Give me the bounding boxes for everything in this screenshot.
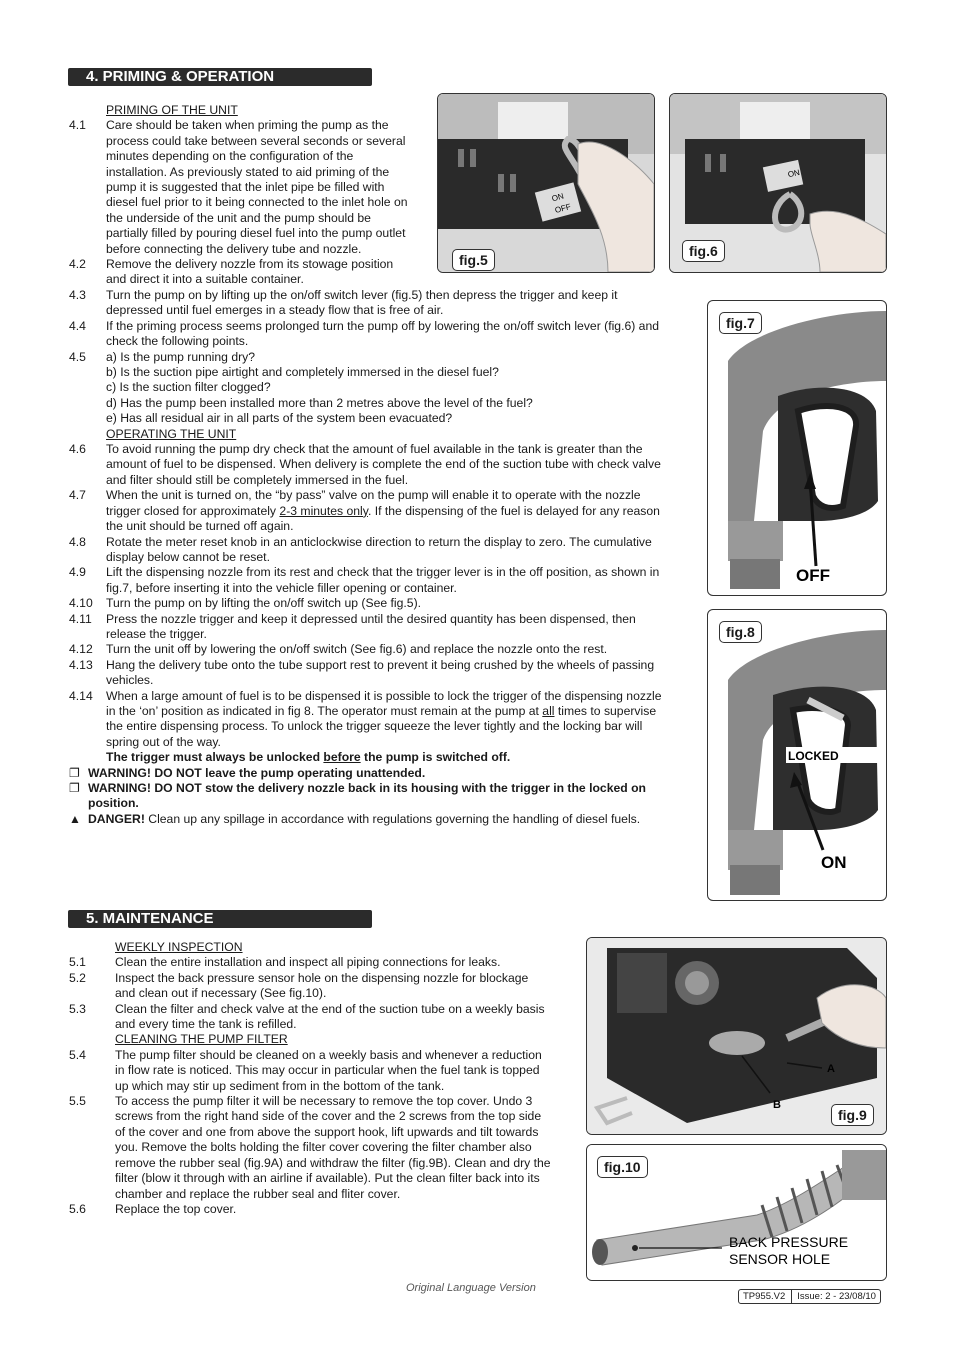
- item-number: 5.5: [69, 1094, 86, 1109]
- fig9-label-a: A: [827, 1063, 835, 1075]
- checkbox-bullet-icon: ❐: [69, 765, 80, 780]
- item-number: 4.2: [69, 257, 86, 272]
- item-4-13: [69, 658, 701, 689]
- item-4-14: 4.14 When a large amount of fuel is to be dispensed it is possible to lock the trigger of the dispensing nozzle in the ‘on’ position as indicated in fig 8. The operator must remain at the pump at all times to supervise the entire dispensing process. To unlock the trigger squeeze the lever tightly and the locking bar will spring out of the way. The trigger must always be unlocked before the pump is switched off.: [69, 688, 662, 765]
- item-number: 4.5: [69, 349, 86, 364]
- fig7-label: fig.7: [719, 312, 762, 334]
- item-number: 4.9: [69, 565, 86, 580]
- item-text: Clean the entire installation and inspect all piping connections for leaks.: [115, 955, 501, 970]
- item-5-2: [69, 971, 579, 1002]
- item-text: Care should be taken when priming the pump as the process could take between several seconds or several minutes depending on the configuration of the installation. As previously stated to aid priming of the pump it is suggested that the inlet pipe be filled with diesel fuel prior to it being connected to the inlet hole on the underside of the unit and the pump should be partially filled by pouring diesel fuel into the pump outlet before connecting the delivery tube and nozzle.: [106, 118, 408, 256]
- warning-unattended: ❐ WARNING! DO NOT leave the pump operating unattended.: [69, 765, 426, 780]
- item-number: 4.8: [69, 534, 86, 549]
- item-text: Rotate the meter reset knob in an anticlockwise direction to return the display to zero. The cumulative display below cannot be reset.: [106, 534, 652, 564]
- sensor-label-line2: SENSOR HOLE: [729, 1251, 831, 1267]
- item-number: 4.3: [69, 288, 86, 302]
- item-number: 5.6: [69, 1201, 86, 1216]
- fig9-label: fig.9: [831, 1104, 874, 1126]
- item-text: The pump filter should be cleaned on a weekly basis and whenever a reduction in flow rate is noticed. This may occur in particular when the fuel tank is topped up which may stir up sediment from in the bottom of the tank.: [115, 1047, 542, 1093]
- fig8-label: fig.8: [719, 621, 762, 643]
- fig9-label-b: B: [773, 1099, 781, 1111]
- footer-code: [738, 1289, 881, 1304]
- fig6-label: fig.6: [682, 240, 725, 262]
- item-5-4: [69, 1048, 579, 1094]
- item-number: 5.3: [69, 1001, 86, 1016]
- item-4-3: [69, 288, 701, 319]
- subheading-filter: CLEANING THE PUMP FILTER: [115, 1032, 288, 1047]
- footer-language: Original Language Version: [406, 1282, 536, 1294]
- item-4-5: [69, 350, 701, 427]
- section-5-heading: 5. MAINTENANCE: [68, 910, 372, 928]
- item-5-6: [69, 1202, 579, 1217]
- footer-model: TP955.V2: [743, 1291, 786, 1302]
- item-text: To access the pump filter it will be necessary to remove the top cover. Undo 3 screws from the right hand side of the cover and the 2 screws from the top side of the cover and one from above the support hook, lift upwards and tilt towards you. Remove the bolts holding the filter cover covering the filter chamber also remove the rubber seal (fig.9A) and withdraw the filter (fig.9B). Clean and dry the filter (blow it through with an airline if available). Put the clean filter back into its chamber and replace the rubber seal and fliter cover.: [115, 1094, 551, 1201]
- item-text: To avoid running the pump dry check that the amount of fuel available in the tank is greater than the amount of fuel to be dispensed. When delivery is complete the end of the suction tube with check valve and filter should still be completely immersed in the fuel.: [106, 442, 661, 487]
- item-text: a) Is the pump running dry? b) Is the suction pipe airtight and completely immersed in the diesel fuel? c) Is the suction filter clogged? d) Has the pump been installed more than 2 metres above the level of the fuel? e) Has all residual air in all parts of the system been evacuated?: [106, 349, 533, 426]
- item-text: Turn the pump on by lifting up the on/off switch lever (fig.5) then depress the trigger and keep it depressed until fuel emerges in a steady flow that is free of air.: [106, 288, 618, 318]
- item-number: 5.2: [69, 970, 86, 985]
- item-number: 4.6: [69, 442, 86, 457]
- switch-on-photo: [438, 94, 654, 272]
- figure-7: [707, 300, 887, 596]
- item-text: If the priming process seems prolonged turn the pump off by lowering the on/off switch lever (fig.6) and check the following points.: [106, 318, 660, 349]
- item-4-4: [69, 319, 701, 350]
- item-5-5: [69, 1094, 579, 1202]
- subheading-operating: OPERATING THE UNIT: [106, 426, 237, 441]
- item-text: Inspect the back pressure sensor hole on the dispensing nozzle for blockage and clean out if necessary (See fig.10).: [115, 970, 529, 1001]
- item-text: Press the nozzle trigger and keep it depressed until the desired quantity has been dispensed, then release the trigger.: [106, 611, 636, 641]
- fig5-on-text: ON: [550, 191, 565, 204]
- item-5-3: [69, 1002, 579, 1033]
- item-text: Hang the delivery tube onto the tube support rest to prevent it being crushed by the wheels of passing vehicles.: [106, 657, 655, 688]
- item-number: 4.13: [69, 657, 93, 672]
- footer-issue: Issue: 2 - 23/08/10: [791, 1290, 876, 1303]
- item-4-7: 4.7 When the unit is turned on, the “by pass” valve on the pump will enable it to operate with the nozzle trigger closed for approximately 2-3 minutes only. If the dispensing of the fuel is delayed for any reason the unit should be turned off again.: [69, 488, 660, 534]
- checkbox-bullet-icon: ❐: [69, 781, 80, 795]
- item-5-1: [69, 955, 579, 970]
- item-text: Lift the dispensing nozzle from its rest and check that the trigger lever is in the off position, as shown in fig.7, before inserting it into the vehicle filler opening or container.: [106, 565, 660, 595]
- item-4-2: [69, 257, 434, 288]
- item-number: 4.4: [69, 318, 86, 333]
- danger-spillage: ▲ DANGER! Clean up any spillage in accordance with regulations governing the handling of diesel fuels.: [69, 811, 641, 826]
- fig8-locked-label: LOCKED: [788, 749, 839, 763]
- item-number: 4.1: [69, 118, 86, 133]
- priming-block: [69, 103, 434, 288]
- nozzle-off-photo: [708, 301, 886, 595]
- subheading-priming: PRIMING OF THE UNIT: [106, 103, 238, 117]
- item-text: Remove the delivery nozzle from its stowage position and direct it into a suitable container.: [106, 257, 394, 287]
- fig5-off-text: OFF: [553, 202, 572, 215]
- item-number: 5.4: [69, 1047, 86, 1062]
- subheading-weekly: WEEKLY INSPECTION: [115, 940, 243, 954]
- maintenance-block: [69, 940, 579, 1217]
- item-number: 5.1: [69, 955, 86, 970]
- item-text: Replace the top cover.: [115, 1201, 237, 1216]
- figure-8: [707, 609, 887, 901]
- fig8-on-label: ON: [821, 853, 847, 872]
- fig7-off-label: OFF: [796, 566, 830, 585]
- item-text: Clean the filter and check valve at the end of the suction tube on a weekly basis and every time the tank is refilled.: [115, 1001, 545, 1032]
- item-number: 4.10: [69, 596, 93, 611]
- item-4-12: [69, 642, 701, 657]
- warning-stow: ❐ WARNING! DO NOT stow the delivery nozzle back in its housing with the trigger in the locked on position.: [69, 781, 646, 811]
- item-number: 4.11: [69, 611, 92, 626]
- figure-5: [437, 93, 655, 273]
- figure-10: [586, 1144, 887, 1281]
- item-4-6: [69, 442, 701, 488]
- triangle-bullet-icon: ▲: [69, 811, 81, 826]
- item-4-10: [69, 596, 701, 611]
- nozzle-locked-photo: [708, 610, 886, 900]
- sensor-label-line1: BACK PRESSURE: [729, 1234, 849, 1250]
- item-4-8: [69, 535, 701, 566]
- item-text: Turn the unit off by lowering the on/off switch (See fig.6) and replace the nozzle onto the rest.: [106, 642, 608, 657]
- figure-9: [586, 937, 887, 1135]
- figure-6: [669, 93, 887, 273]
- item-4-9: [69, 565, 701, 596]
- section-4-heading: 4. PRIMING & OPERATION: [68, 68, 372, 86]
- fig10-label: fig.10: [597, 1156, 648, 1178]
- operation-block: [69, 288, 701, 827]
- fig6-on-text: ON: [786, 167, 801, 180]
- fig5-label: fig.5: [452, 249, 495, 271]
- item-4-11: [69, 612, 701, 643]
- item-text: Turn the pump on by lifting the on/off switch up (See fig.5).: [106, 596, 422, 611]
- item-4-1: [69, 118, 434, 257]
- item-number: 4.12: [69, 642, 93, 657]
